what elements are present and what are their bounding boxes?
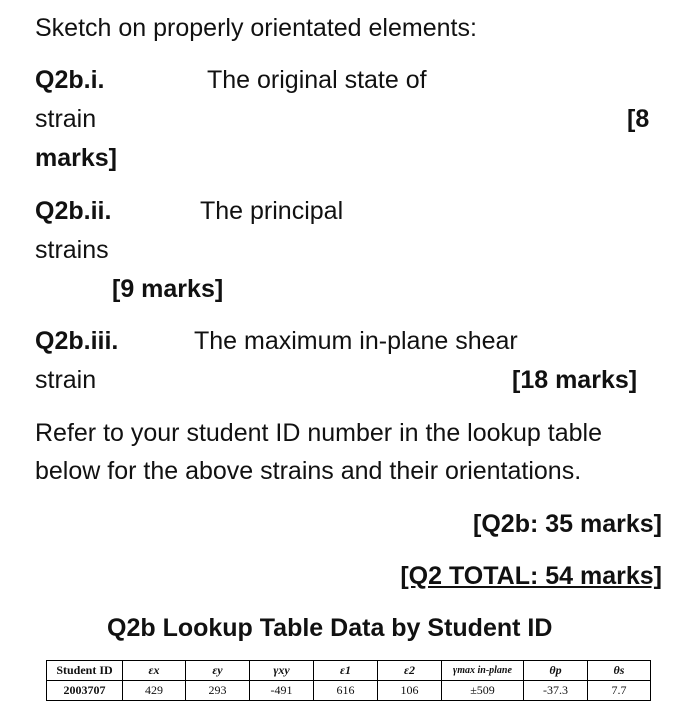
header-theta-p: θp	[524, 661, 588, 681]
header-theta-s: θs	[588, 661, 651, 681]
q2b-iii-label: Q2b.iii.	[35, 327, 119, 355]
cell-theta-s: 7.7	[588, 681, 651, 701]
header-student-id: Student ID	[47, 661, 123, 681]
cell-epsilon-2: 106	[378, 681, 442, 701]
refer-text-line2: below for the above strains and their orientations.	[35, 457, 582, 485]
q2b-i-text: The original state of	[207, 66, 427, 94]
cell-theta-p: -37.3	[524, 681, 588, 701]
cell-epsilon-y: 293	[186, 681, 250, 701]
header-gamma-xy: γxy	[250, 661, 314, 681]
q2b-i-marks-cont: marks]	[35, 144, 117, 172]
lookup-table-title: Q2b Lookup Table Data by Student ID	[107, 614, 553, 642]
lookup-table	[46, 660, 651, 701]
header-epsilon-x: εx	[123, 661, 186, 681]
cell-gamma-max: ±509	[442, 681, 524, 701]
cell-epsilon-x: 429	[123, 681, 186, 701]
q2b-iii-text-cont: strain	[35, 366, 97, 394]
q2b-ii-label: Q2b.ii.	[35, 197, 112, 225]
q2b-total-marks: [Q2b: 35 marks]	[473, 510, 662, 538]
header-gamma-max: γmax in-plane	[442, 661, 524, 681]
cell-gamma-xy: -491	[250, 681, 314, 701]
header-epsilon-1: ε1	[314, 661, 378, 681]
q2b-ii-text-cont: strains	[35, 236, 109, 264]
lookup-table-header-row	[47, 661, 651, 681]
q2b-ii-text: The principal	[200, 197, 344, 225]
table-row	[47, 681, 651, 701]
intro-text: Sketch on properly orientated elements:	[35, 14, 477, 42]
q2b-i-label: Q2b.i.	[35, 66, 105, 94]
q2b-ii-marks: [9 marks]	[112, 275, 224, 303]
q2-total-marks: [Q2 TOTAL: 54 marks]	[400, 562, 662, 590]
q2b-iii-marks: [18 marks]	[512, 366, 638, 394]
header-epsilon-y: εy	[186, 661, 250, 681]
q2b-i-marks: [8	[627, 105, 650, 133]
header-epsilon-2: ε2	[378, 661, 442, 681]
refer-text-line1: Refer to your student ID number in the lookup table	[35, 419, 602, 447]
q2b-i-text-cont: strain	[35, 105, 97, 133]
cell-student-id: 2003707	[47, 681, 123, 701]
cell-epsilon-1: 616	[314, 681, 378, 701]
q2b-iii-text: The maximum in-plane shear	[194, 327, 518, 355]
